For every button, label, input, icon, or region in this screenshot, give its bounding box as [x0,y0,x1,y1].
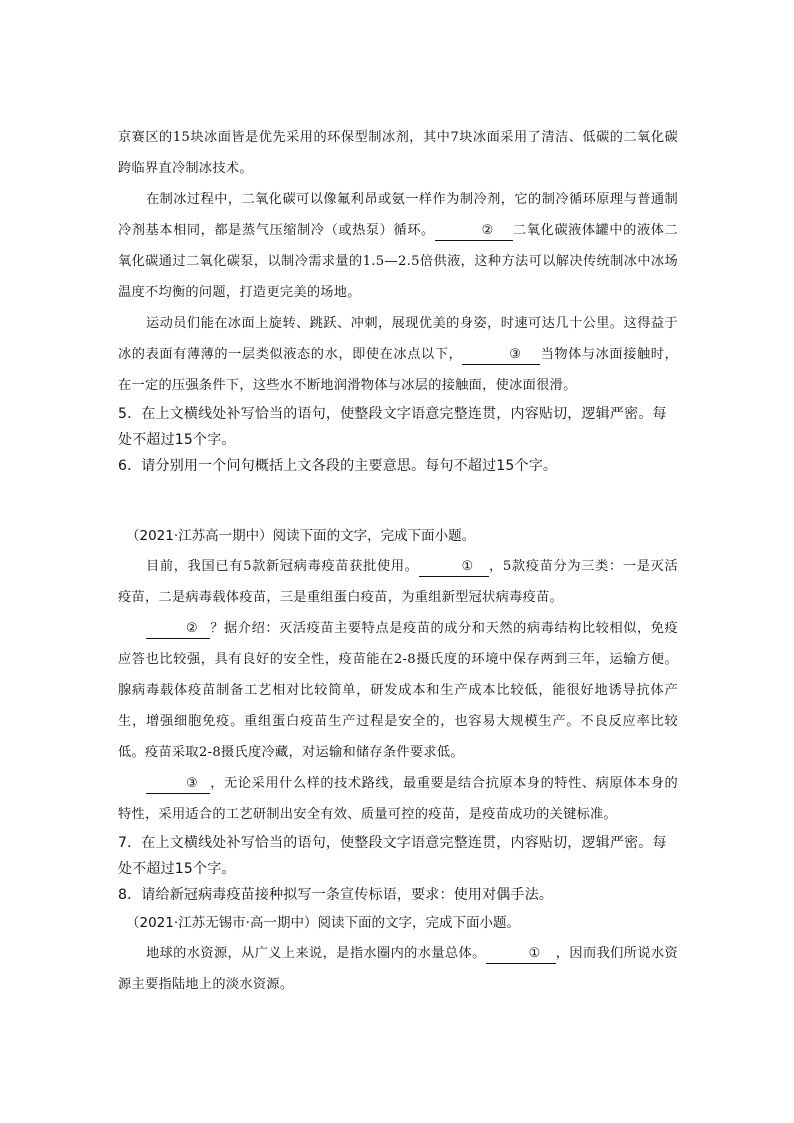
blank-2-vaccine[interactable]: ② [146,620,210,639]
water-paragraph-1-text-a: 地球的水资源，从广义上来说，是指水圈内的水量总体。 [146,946,486,961]
vaccine-paragraph-1-text-a: 目前，我国已有5款新冠病毒疫苗获批使用。 [146,559,419,574]
vaccine-paragraph-3 [118,768,678,830]
spacer [118,479,678,521]
blank-2-ice[interactable]: ② [435,222,513,241]
water-source: （2021·江苏无锡市·高一期中）阅读下面的文字，完成下面小题。 [126,915,520,931]
vaccine-paragraph-3-text: ，无论采用什么样的技术路线，最重要是结合抗原本身的特性、病原体本身的特性，采用适合的工艺研制出安全有效、质量可控的疫苗，是疫苗成功的关键标准。 [118,776,678,822]
ice-paragraph-3-text-b: 当物体与冰面接触时，在一定的压强条件下，这些水不断地润滑物体与冰层的接触面，使冰面很滑。 [118,347,679,393]
vaccine-source: （2021·江苏高一期中）阅读下面的文字，完成下面小题。 [126,528,476,544]
water-paragraph-1 [118,938,678,1000]
vaccine-paragraph-2-text: ？据介绍：灭活疫苗主要特点是疫苗的成分和天然的病毒结构比较相似，免疫应答也比较强，具有良好的安全性，疫苗能在2-8摄氏度的环境中保存两到三年，运输方便。腺病毒载体疫苗制备工艺相对比较简单，研发成本和生产成本比较低，能很好地诱导抗体产生，增强细胞免疫。重组蛋白疫苗生产过程是安全的，也容易大规模生产。不良反应率比较低。疫苗采取2-8摄氏度冷藏，对运输和储存条件要求低。 [118,621,678,760]
blank-3-vaccine[interactable]: ③ [146,775,210,794]
question-7: 7．在上文横线处补写恰当的语句，使整段文字语意完整连贯，内容贴切，逻辑严密。每处不超过15个字。 [118,835,667,877]
ice-paragraph-2-text-b: 二氧化碳液体罐中的液体二氧化碳通过二氧化碳泵，以制冷需求量的1.5—2.5倍供液，这种方法可以解决传统制冰中冰场温度不均衡的问题，打造更完美的场地。 [118,223,678,300]
document-page [118,122,678,1000]
ice-paragraph-1: 京赛区的15块冰面皆是优先采用的环保型制冰剂，其中7块冰面采用了清洁、低碳的二氧化碳跨临界直冷制冰技术。 [118,130,678,176]
question-8: 8．请给新冠病毒疫苗接种拟写一条宣传标语，要求：使用对偶手法。 [118,887,554,903]
water-paragraph-1-text-b: ，因而我们所说水资源主要指陆地上的淡水资源。 [118,946,678,992]
ice-paragraph-3 [118,308,678,401]
blank-1-water[interactable]: ① [486,945,556,964]
ice-paragraph-3-text-a: 运动员们能在冰面上旋转、跳跃、冲刺，展现优美的身姿，时速可达几十公里。这得益于冰的表面有薄薄的一层类似液态的水，即使在冰点以下， [118,316,678,362]
question-5: 5．在上文横线处补写恰当的语句，使整段文字语意完整连贯，内容贴切，逻辑严密。每处不超过15个字。 [118,406,667,448]
ice-paragraph-2-text-a: 在制冰过程中，二氧化碳可以像氟利昂或氨一样作为制冷剂，它的制冷循环原理与普通制冷剂基本相同，都是蒸气压缩制冷（或热泵）循环。 [118,192,678,238]
vaccine-paragraph-1-text-b: ，5款疫苗分为三类：一是灭活疫苗，二是病毒载体疫苗，三是重组蛋白疫苗，为重组新型冠状病毒疫苗。 [118,559,678,605]
question-6: 6．请分别用一个问句概括上文各段的主要意思。每句不超过15个字。 [118,458,558,474]
blank-1-vaccine[interactable]: ① [419,558,489,577]
vaccine-paragraph-1 [118,551,678,613]
ice-paragraph-2 [118,184,678,308]
blank-3-ice[interactable]: ③ [462,346,540,365]
vaccine-paragraph-2 [118,613,678,768]
